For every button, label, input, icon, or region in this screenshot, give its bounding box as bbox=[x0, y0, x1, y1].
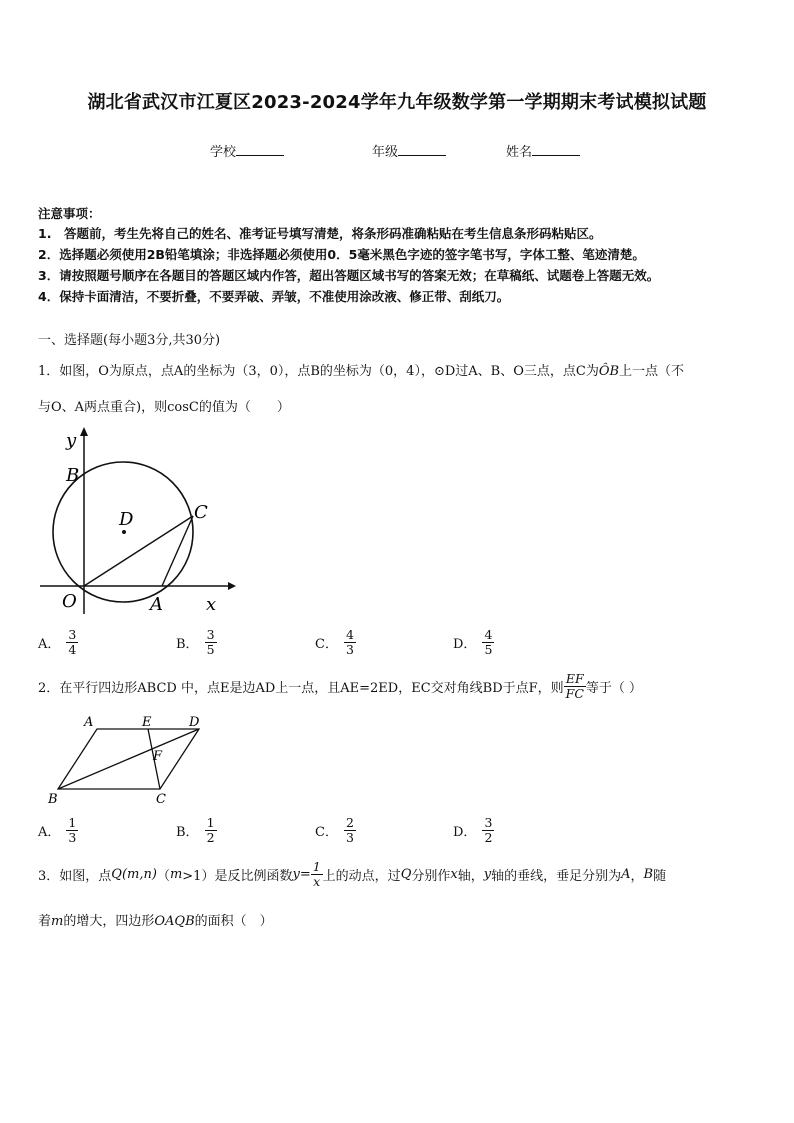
notice-item-3: 3．请按照题号顺序在各题目的答题区域内作答，超出答题区域书写的答案无效；在草稿纸、试题卷上答题无效。 bbox=[38, 268, 660, 283]
label-a: A bbox=[150, 594, 163, 615]
q3-text-5: 分别作 bbox=[411, 868, 451, 884]
option-fraction: $\frac{3}{4}$ bbox=[68, 627, 77, 657]
q3-text-10: 着 bbox=[38, 914, 52, 929]
q3-point-b: B bbox=[643, 866, 654, 882]
q1-option-c[interactable] bbox=[315, 628, 356, 657]
diagonal-bd bbox=[58, 729, 199, 789]
q3-line2 bbox=[38, 910, 273, 929]
q3-text-11: 的增大，四边形 bbox=[63, 914, 155, 929]
q3-coords: (m,n) bbox=[121, 866, 157, 882]
q3-var-m: m bbox=[169, 866, 183, 882]
label-d: D bbox=[189, 715, 200, 730]
label-x: x bbox=[206, 594, 217, 615]
grade-blank bbox=[398, 143, 446, 156]
q3-text-8: ， bbox=[630, 868, 644, 884]
notice-item-1: 1. 答题前，考生先将自己的姓名、准考证号填写清楚，将条形码准确粘贴在考生信息条形码粘贴区。 bbox=[38, 226, 602, 241]
q2-option-d[interactable] bbox=[453, 816, 494, 845]
option-fraction: $\frac{1}{3}$ bbox=[68, 815, 77, 845]
q3-point-q2: Q bbox=[400, 866, 412, 882]
option-fraction: $\frac{4}{3}$ bbox=[345, 627, 354, 657]
q2-text-b: 等于（ ） bbox=[585, 680, 643, 696]
q3-text-12: 的面积（ ） bbox=[194, 914, 273, 929]
q3-var-m2: m bbox=[51, 914, 64, 929]
school-blank bbox=[236, 143, 284, 156]
q3-text-7: 轴的垂线，垂足分别为 bbox=[491, 868, 622, 884]
q3-var-y2: y bbox=[483, 866, 492, 882]
q3-line1 bbox=[38, 860, 666, 889]
option-label: D． bbox=[453, 636, 477, 652]
q2-figure bbox=[44, 712, 214, 808]
option-fraction: $\frac{2}{3}$ bbox=[345, 815, 354, 845]
grade-field bbox=[372, 141, 446, 160]
q3-text-9: 随 bbox=[653, 868, 667, 884]
q3-fraction: $\frac{1}{x}$ bbox=[312, 859, 321, 889]
q3-quadrilateral: OAQB bbox=[154, 914, 195, 929]
q1-figure bbox=[36, 424, 236, 616]
exam-title: 湖北省武汉市江夏区2023-2024学年九年级数学第一学期期末考试模拟试题 bbox=[87, 92, 707, 113]
q1-option-a[interactable] bbox=[38, 628, 78, 657]
q3-point-q: Q bbox=[111, 866, 122, 882]
q3-text-6: 轴， bbox=[457, 868, 484, 884]
notice-heading: 注意事项： bbox=[38, 206, 101, 221]
q3-text-4: 上的动点，过 bbox=[322, 868, 401, 884]
option-fraction: $\frac{3}{2}$ bbox=[484, 815, 493, 845]
option-label: A． bbox=[38, 636, 61, 652]
grade-label: 年级 bbox=[372, 145, 399, 160]
option-label: C． bbox=[315, 824, 338, 840]
y-axis-arrow bbox=[80, 427, 88, 436]
option-label: B． bbox=[176, 636, 199, 652]
label-f: F bbox=[153, 749, 163, 764]
q2-fraction: $\frac{EF}{FC}$ bbox=[565, 671, 584, 701]
label-a: A bbox=[84, 715, 94, 730]
q1-text-b: 上一点（不 bbox=[619, 364, 685, 379]
q3-text-3: >1）是反比例函数 bbox=[182, 868, 293, 884]
name-label: 姓名 bbox=[506, 145, 533, 160]
x-axis-arrow bbox=[228, 582, 236, 590]
q2-text-a: 2．在平行四边形ABCD 中，点E是边AD上一点，且AE=2ED，EC交对角线BD于点F，则 bbox=[38, 680, 564, 696]
q2-option-b[interactable] bbox=[176, 816, 217, 845]
q3-var-y: y bbox=[292, 866, 300, 882]
option-label: D． bbox=[453, 824, 477, 840]
notice-item-2: 2．选择题必须使用2B铅笔填涂；非选择题必须使用0．5毫米黑色字迹的签字笔书写，字体工整、笔迹清楚。 bbox=[38, 247, 645, 262]
q1-text-a: 1．如图，O为原点，点A的坐标为（3，0），点B的坐标为（0，4），⊙D过A、B、O三点，点C为 bbox=[38, 364, 599, 379]
q1-option-b[interactable] bbox=[176, 628, 217, 657]
label-b: B bbox=[48, 792, 58, 807]
name-field bbox=[506, 141, 580, 160]
segment-oc bbox=[84, 516, 193, 586]
q2-option-a[interactable] bbox=[38, 816, 78, 845]
q2-line bbox=[38, 672, 642, 701]
q3-var-x: x bbox=[450, 866, 458, 882]
label-d: D bbox=[119, 509, 134, 530]
q3-equals: = bbox=[299, 866, 311, 882]
q1-line1 bbox=[38, 360, 684, 379]
option-label: C． bbox=[315, 636, 338, 652]
section-heading: 一、选择题(每小题3分,共30分) bbox=[38, 333, 221, 348]
label-o: O bbox=[62, 591, 77, 612]
q2-option-c[interactable] bbox=[315, 816, 356, 845]
q1-option-d[interactable] bbox=[453, 628, 494, 657]
q1-line2: 与O、A两点重合)，则cosC的值为（ ） bbox=[38, 400, 290, 415]
label-b: B bbox=[66, 465, 80, 486]
option-label: A． bbox=[38, 824, 61, 840]
label-y: y bbox=[66, 430, 77, 451]
option-fraction: $\frac{3}{5}$ bbox=[206, 627, 215, 657]
label-e: E bbox=[142, 715, 152, 730]
option-fraction: $\frac{4}{5}$ bbox=[484, 627, 493, 657]
q3-point-a: A bbox=[621, 866, 631, 882]
option-fraction: $\frac{1}{2}$ bbox=[206, 815, 215, 845]
option-label: B． bbox=[176, 824, 199, 840]
name-blank bbox=[532, 143, 580, 156]
school-label: 学校 bbox=[210, 145, 237, 160]
q3-text-2: （ bbox=[156, 868, 170, 884]
notice-item-4: 4．保持卡面清洁，不要折叠，不要弄破、弄皱，不准使用涂改液、修正带、刮纸刀。 bbox=[38, 289, 510, 304]
q1-arc: ÔB bbox=[598, 364, 620, 379]
label-c: C bbox=[194, 502, 208, 523]
center-d-point bbox=[122, 530, 126, 534]
q3-text-1: 3．如图，点 bbox=[38, 868, 112, 884]
label-c: C bbox=[156, 792, 166, 807]
school-field bbox=[210, 141, 284, 160]
